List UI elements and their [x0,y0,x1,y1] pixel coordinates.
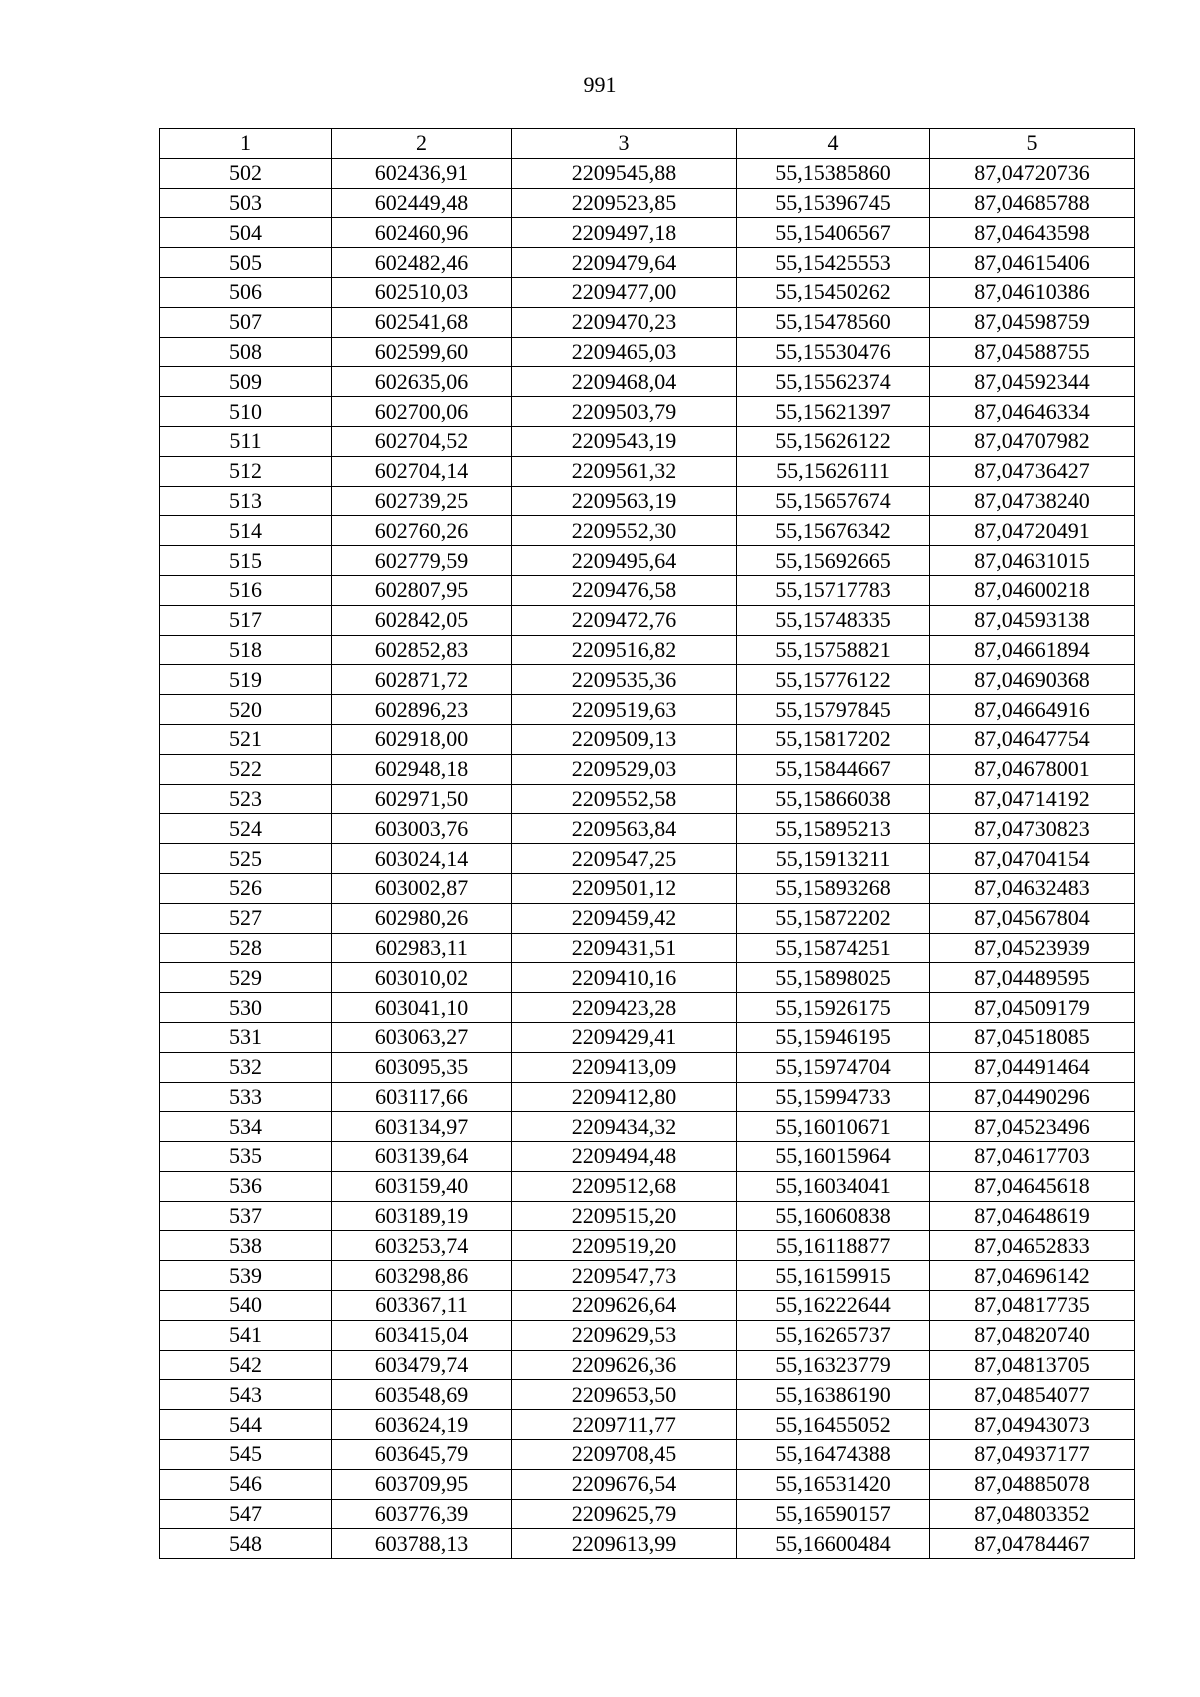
x-coordinate-cell: 603117,66 [332,1082,512,1112]
x-coordinate-cell: 602983,11 [332,933,512,963]
latitude-cell: 55,16010671 [737,1112,930,1142]
longitude-cell: 87,04646334 [930,397,1135,427]
point-number-cell: 509 [160,367,332,397]
latitude-cell: 55,16118877 [737,1231,930,1261]
point-number-cell: 520 [160,695,332,725]
y-coordinate-cell: 2209465,03 [512,337,737,367]
point-number-cell: 516 [160,575,332,605]
point-number-cell: 526 [160,873,332,903]
x-coordinate-cell: 603010,02 [332,963,512,993]
point-number-cell: 539 [160,1261,332,1291]
point-number-cell: 530 [160,993,332,1023]
y-coordinate-cell: 2209519,20 [512,1231,737,1261]
table-row [160,665,1135,695]
y-coordinate-cell: 2209676,54 [512,1469,737,1499]
y-coordinate-cell: 2209545,88 [512,158,737,188]
x-coordinate-cell: 603041,10 [332,993,512,1023]
table-row [160,1082,1135,1112]
x-coordinate-cell: 603095,35 [332,1052,512,1082]
point-number-cell: 505 [160,248,332,278]
x-coordinate-cell: 602852,83 [332,635,512,665]
table-row [160,1440,1135,1470]
point-number-cell: 531 [160,1022,332,1052]
latitude-cell: 55,15626111 [737,456,930,486]
point-number-cell: 507 [160,307,332,337]
latitude-cell: 55,15450262 [737,277,930,307]
longitude-cell: 87,04643598 [930,218,1135,248]
table-row [160,1142,1135,1172]
point-number-cell: 510 [160,397,332,427]
x-coordinate-cell: 602700,06 [332,397,512,427]
point-number-cell: 540 [160,1291,332,1321]
table-row [160,1022,1135,1052]
table-row [160,1469,1135,1499]
longitude-cell: 87,04937177 [930,1440,1135,1470]
longitude-cell: 87,04632483 [930,873,1135,903]
longitude-cell: 87,04598759 [930,307,1135,337]
table-row [160,814,1135,844]
y-coordinate-cell: 2209468,04 [512,367,737,397]
y-coordinate-cell: 2209552,58 [512,784,737,814]
latitude-cell: 55,15874251 [737,933,930,963]
table-row [160,1350,1135,1380]
table-row [160,1410,1135,1440]
latitude-cell: 55,15946195 [737,1022,930,1052]
longitude-cell: 87,04784467 [930,1529,1135,1559]
table-row [160,307,1135,337]
latitude-cell: 55,15385860 [737,158,930,188]
latitude-cell: 55,16323779 [737,1350,930,1380]
latitude-cell: 55,15817202 [737,724,930,754]
table-row [160,903,1135,933]
table-row [160,1231,1135,1261]
latitude-cell: 55,16222644 [737,1291,930,1321]
x-coordinate-cell: 602704,52 [332,426,512,456]
x-coordinate-cell: 602460,96 [332,218,512,248]
latitude-cell: 55,16060838 [737,1201,930,1231]
x-coordinate-cell: 602599,60 [332,337,512,367]
point-number-cell: 521 [160,724,332,754]
y-coordinate-cell: 2209509,13 [512,724,737,754]
latitude-cell: 55,15396745 [737,188,930,218]
point-number-cell: 502 [160,158,332,188]
latitude-cell: 55,16600484 [737,1529,930,1559]
x-coordinate-cell: 603788,13 [332,1529,512,1559]
x-coordinate-cell: 603159,40 [332,1171,512,1201]
x-coordinate-cell: 603645,79 [332,1440,512,1470]
x-coordinate-cell: 602896,23 [332,695,512,725]
longitude-cell: 87,04714192 [930,784,1135,814]
table-row [160,1052,1135,1082]
table-row [160,605,1135,635]
column-header-3: 3 [512,129,737,159]
latitude-cell: 55,16265737 [737,1320,930,1350]
longitude-cell: 87,04600218 [930,575,1135,605]
x-coordinate-cell: 603298,86 [332,1261,512,1291]
point-number-cell: 535 [160,1142,332,1172]
y-coordinate-cell: 2209476,58 [512,575,737,605]
point-number-cell: 533 [160,1082,332,1112]
longitude-cell: 87,04730823 [930,814,1135,844]
x-coordinate-cell: 603024,14 [332,844,512,874]
longitude-cell: 87,04678001 [930,754,1135,784]
column-header-5: 5 [930,129,1135,159]
latitude-cell: 55,15758821 [737,635,930,665]
y-coordinate-cell: 2209613,99 [512,1529,737,1559]
longitude-cell: 87,04704154 [930,844,1135,874]
x-coordinate-cell: 603253,74 [332,1231,512,1261]
table-row [160,218,1135,248]
latitude-cell: 55,15530476 [737,337,930,367]
point-number-cell: 522 [160,754,332,784]
y-coordinate-cell: 2209547,25 [512,844,737,874]
point-number-cell: 517 [160,605,332,635]
y-coordinate-cell: 2209523,85 [512,188,737,218]
longitude-cell: 87,04615406 [930,248,1135,278]
longitude-cell: 87,04491464 [930,1052,1135,1082]
longitude-cell: 87,04489595 [930,963,1135,993]
latitude-cell: 55,16455052 [737,1410,930,1440]
table-row [160,1499,1135,1529]
page-number: 991 [583,72,617,97]
y-coordinate-cell: 2209501,12 [512,873,737,903]
column-header-2: 2 [332,129,512,159]
y-coordinate-cell: 2209519,63 [512,695,737,725]
latitude-cell: 55,15692665 [737,546,930,576]
x-coordinate-cell: 602948,18 [332,754,512,784]
y-coordinate-cell: 2209412,80 [512,1082,737,1112]
x-coordinate-cell: 603367,11 [332,1291,512,1321]
longitude-cell: 87,04813705 [930,1350,1135,1380]
latitude-cell: 55,15895213 [737,814,930,844]
x-coordinate-cell: 603189,19 [332,1201,512,1231]
x-coordinate-cell: 602842,05 [332,605,512,635]
x-coordinate-cell: 602871,72 [332,665,512,695]
table-row [160,963,1135,993]
latitude-cell: 55,15478560 [737,307,930,337]
column-header-4: 4 [737,129,930,159]
latitude-cell: 55,15626122 [737,426,930,456]
point-number-cell: 504 [160,218,332,248]
latitude-cell: 55,16474388 [737,1440,930,1470]
longitude-cell: 87,04696142 [930,1261,1135,1291]
point-number-cell: 532 [160,1052,332,1082]
latitude-cell: 55,16034041 [737,1171,930,1201]
x-coordinate-cell: 603548,69 [332,1380,512,1410]
point-number-cell: 508 [160,337,332,367]
table-row [160,158,1135,188]
longitude-cell: 87,04820740 [930,1320,1135,1350]
y-coordinate-cell: 2209547,73 [512,1261,737,1291]
latitude-cell: 55,16015964 [737,1142,930,1172]
point-number-cell: 546 [160,1469,332,1499]
latitude-cell: 55,16386190 [737,1380,930,1410]
y-coordinate-cell: 2209625,79 [512,1499,737,1529]
point-number-cell: 544 [160,1410,332,1440]
longitude-cell: 87,04885078 [930,1469,1135,1499]
header-row [160,129,1135,159]
x-coordinate-cell: 603709,95 [332,1469,512,1499]
point-number-cell: 541 [160,1320,332,1350]
longitude-cell: 87,04610386 [930,277,1135,307]
latitude-cell: 55,15866038 [737,784,930,814]
latitude-cell: 55,15776122 [737,665,930,695]
y-coordinate-cell: 2209429,41 [512,1022,737,1052]
table-row [160,397,1135,427]
y-coordinate-cell: 2209413,09 [512,1052,737,1082]
point-number-cell: 548 [160,1529,332,1559]
latitude-cell: 55,15872202 [737,903,930,933]
table-row [160,933,1135,963]
table-row [160,486,1135,516]
table-header [160,129,1135,159]
point-number-cell: 543 [160,1380,332,1410]
x-coordinate-cell: 602436,91 [332,158,512,188]
point-number-cell: 506 [160,277,332,307]
x-coordinate-cell: 603776,39 [332,1499,512,1529]
point-number-cell: 514 [160,516,332,546]
point-number-cell: 523 [160,784,332,814]
y-coordinate-cell: 2209459,42 [512,903,737,933]
table-row [160,873,1135,903]
latitude-cell: 55,15748335 [737,605,930,635]
table-row [160,844,1135,874]
point-number-cell: 528 [160,933,332,963]
longitude-cell: 87,04523496 [930,1112,1135,1142]
longitude-cell: 87,04736427 [930,456,1135,486]
table-row [160,575,1135,605]
point-number-cell: 519 [160,665,332,695]
latitude-cell: 55,15898025 [737,963,930,993]
x-coordinate-cell: 602482,46 [332,248,512,278]
table-row [160,367,1135,397]
y-coordinate-cell: 2209563,84 [512,814,737,844]
y-coordinate-cell: 2209535,36 [512,665,737,695]
table-row [160,337,1135,367]
x-coordinate-cell: 602739,25 [332,486,512,516]
latitude-cell: 55,15425553 [737,248,930,278]
longitude-cell: 87,04523939 [930,933,1135,963]
point-number-cell: 512 [160,456,332,486]
latitude-cell: 55,15797845 [737,695,930,725]
x-coordinate-cell: 603003,76 [332,814,512,844]
longitude-cell: 87,04720491 [930,516,1135,546]
latitude-cell: 55,15676342 [737,516,930,546]
latitude-cell: 55,15717783 [737,575,930,605]
point-number-cell: 524 [160,814,332,844]
longitude-cell: 87,04738240 [930,486,1135,516]
table-row [160,1261,1135,1291]
y-coordinate-cell: 2209423,28 [512,993,737,1023]
x-coordinate-cell: 603002,87 [332,873,512,903]
y-coordinate-cell: 2209410,16 [512,963,737,993]
y-coordinate-cell: 2209515,20 [512,1201,737,1231]
point-number-cell: 527 [160,903,332,933]
longitude-cell: 87,04588755 [930,337,1135,367]
y-coordinate-cell: 2209529,03 [512,754,737,784]
table-row [160,1291,1135,1321]
table-row [160,695,1135,725]
point-number-cell: 545 [160,1440,332,1470]
point-number-cell: 515 [160,546,332,576]
latitude-cell: 55,15974704 [737,1052,930,1082]
latitude-cell: 55,15621397 [737,397,930,427]
x-coordinate-cell: 603415,04 [332,1320,512,1350]
point-number-cell: 503 [160,188,332,218]
table-row [160,1171,1135,1201]
y-coordinate-cell: 2209477,00 [512,277,737,307]
table-row [160,1112,1135,1142]
latitude-cell: 55,15893268 [737,873,930,903]
x-coordinate-cell: 602971,50 [332,784,512,814]
point-number-cell: 537 [160,1201,332,1231]
x-coordinate-cell: 603134,97 [332,1112,512,1142]
latitude-cell: 55,16159915 [737,1261,930,1291]
longitude-cell: 87,04645618 [930,1171,1135,1201]
longitude-cell: 87,04490296 [930,1082,1135,1112]
y-coordinate-cell: 2209711,77 [512,1410,737,1440]
x-coordinate-cell: 603479,74 [332,1350,512,1380]
y-coordinate-cell: 2209497,18 [512,218,737,248]
y-coordinate-cell: 2209552,30 [512,516,737,546]
longitude-cell: 87,04652833 [930,1231,1135,1261]
y-coordinate-cell: 2209629,53 [512,1320,737,1350]
longitude-cell: 87,04817735 [930,1291,1135,1321]
point-number-cell: 536 [160,1171,332,1201]
latitude-cell: 55,16590157 [737,1499,930,1529]
longitude-cell: 87,04567804 [930,903,1135,933]
y-coordinate-cell: 2209479,64 [512,248,737,278]
y-coordinate-cell: 2209653,50 [512,1380,737,1410]
longitude-cell: 87,04647754 [930,724,1135,754]
table-row [160,248,1135,278]
table-row [160,1201,1135,1231]
y-coordinate-cell: 2209543,19 [512,426,737,456]
longitude-cell: 87,04854077 [930,1380,1135,1410]
latitude-cell: 55,15657674 [737,486,930,516]
y-coordinate-cell: 2209626,36 [512,1350,737,1380]
longitude-cell: 87,04661894 [930,635,1135,665]
latitude-cell: 55,15913211 [737,844,930,874]
longitude-cell: 87,04685788 [930,188,1135,218]
table-row [160,754,1135,784]
point-number-cell: 542 [160,1350,332,1380]
coordinates-table [159,128,1135,1559]
table-row [160,724,1135,754]
longitude-cell: 87,04803352 [930,1499,1135,1529]
table-row [160,277,1135,307]
y-coordinate-cell: 2209563,19 [512,486,737,516]
y-coordinate-cell: 2209494,48 [512,1142,737,1172]
latitude-cell: 55,15562374 [737,367,930,397]
y-coordinate-cell: 2209434,32 [512,1112,737,1142]
x-coordinate-cell: 602510,03 [332,277,512,307]
latitude-cell: 55,16531420 [737,1469,930,1499]
point-number-cell: 547 [160,1499,332,1529]
x-coordinate-cell: 602704,14 [332,456,512,486]
table-row [160,635,1135,665]
y-coordinate-cell: 2209472,76 [512,605,737,635]
longitude-cell: 87,04617703 [930,1142,1135,1172]
table-row [160,456,1135,486]
x-coordinate-cell: 602779,59 [332,546,512,576]
table-row [160,426,1135,456]
x-coordinate-cell: 602980,26 [332,903,512,933]
column-header-1: 1 [160,129,332,159]
longitude-cell: 87,04690368 [930,665,1135,695]
point-number-cell: 513 [160,486,332,516]
point-number-cell: 529 [160,963,332,993]
point-number-cell: 534 [160,1112,332,1142]
longitude-cell: 87,04707982 [930,426,1135,456]
table-row [160,1380,1135,1410]
longitude-cell: 87,04592344 [930,367,1135,397]
x-coordinate-cell: 603624,19 [332,1410,512,1440]
longitude-cell: 87,04648619 [930,1201,1135,1231]
y-coordinate-cell: 2209431,51 [512,933,737,963]
y-coordinate-cell: 2209561,32 [512,456,737,486]
longitude-cell: 87,04593138 [930,605,1135,635]
longitude-cell: 87,04943073 [930,1410,1135,1440]
latitude-cell: 55,15994733 [737,1082,930,1112]
y-coordinate-cell: 2209503,79 [512,397,737,427]
latitude-cell: 55,15844667 [737,754,930,784]
x-coordinate-cell: 602760,26 [332,516,512,546]
longitude-cell: 87,04518085 [930,1022,1135,1052]
table-row [160,1529,1135,1559]
table-row [160,993,1135,1023]
x-coordinate-cell: 602807,95 [332,575,512,605]
point-number-cell: 525 [160,844,332,874]
x-coordinate-cell: 602635,06 [332,367,512,397]
table-row [160,188,1135,218]
x-coordinate-cell: 602541,68 [332,307,512,337]
longitude-cell: 87,04720736 [930,158,1135,188]
longitude-cell: 87,04509179 [930,993,1135,1023]
latitude-cell: 55,15926175 [737,993,930,1023]
table-row [160,784,1135,814]
x-coordinate-cell: 602918,00 [332,724,512,754]
x-coordinate-cell: 602449,48 [332,188,512,218]
y-coordinate-cell: 2209708,45 [512,1440,737,1470]
longitude-cell: 87,04631015 [930,546,1135,576]
y-coordinate-cell: 2209470,23 [512,307,737,337]
table-body [160,158,1135,1558]
table-row [160,1320,1135,1350]
longitude-cell: 87,04664916 [930,695,1135,725]
latitude-cell: 55,15406567 [737,218,930,248]
table-row [160,516,1135,546]
point-number-cell: 518 [160,635,332,665]
y-coordinate-cell: 2209626,64 [512,1291,737,1321]
y-coordinate-cell: 2209495,64 [512,546,737,576]
point-number-cell: 511 [160,426,332,456]
table-row [160,546,1135,576]
point-number-cell: 538 [160,1231,332,1261]
y-coordinate-cell: 2209516,82 [512,635,737,665]
x-coordinate-cell: 603063,27 [332,1022,512,1052]
x-coordinate-cell: 603139,64 [332,1142,512,1172]
y-coordinate-cell: 2209512,68 [512,1171,737,1201]
